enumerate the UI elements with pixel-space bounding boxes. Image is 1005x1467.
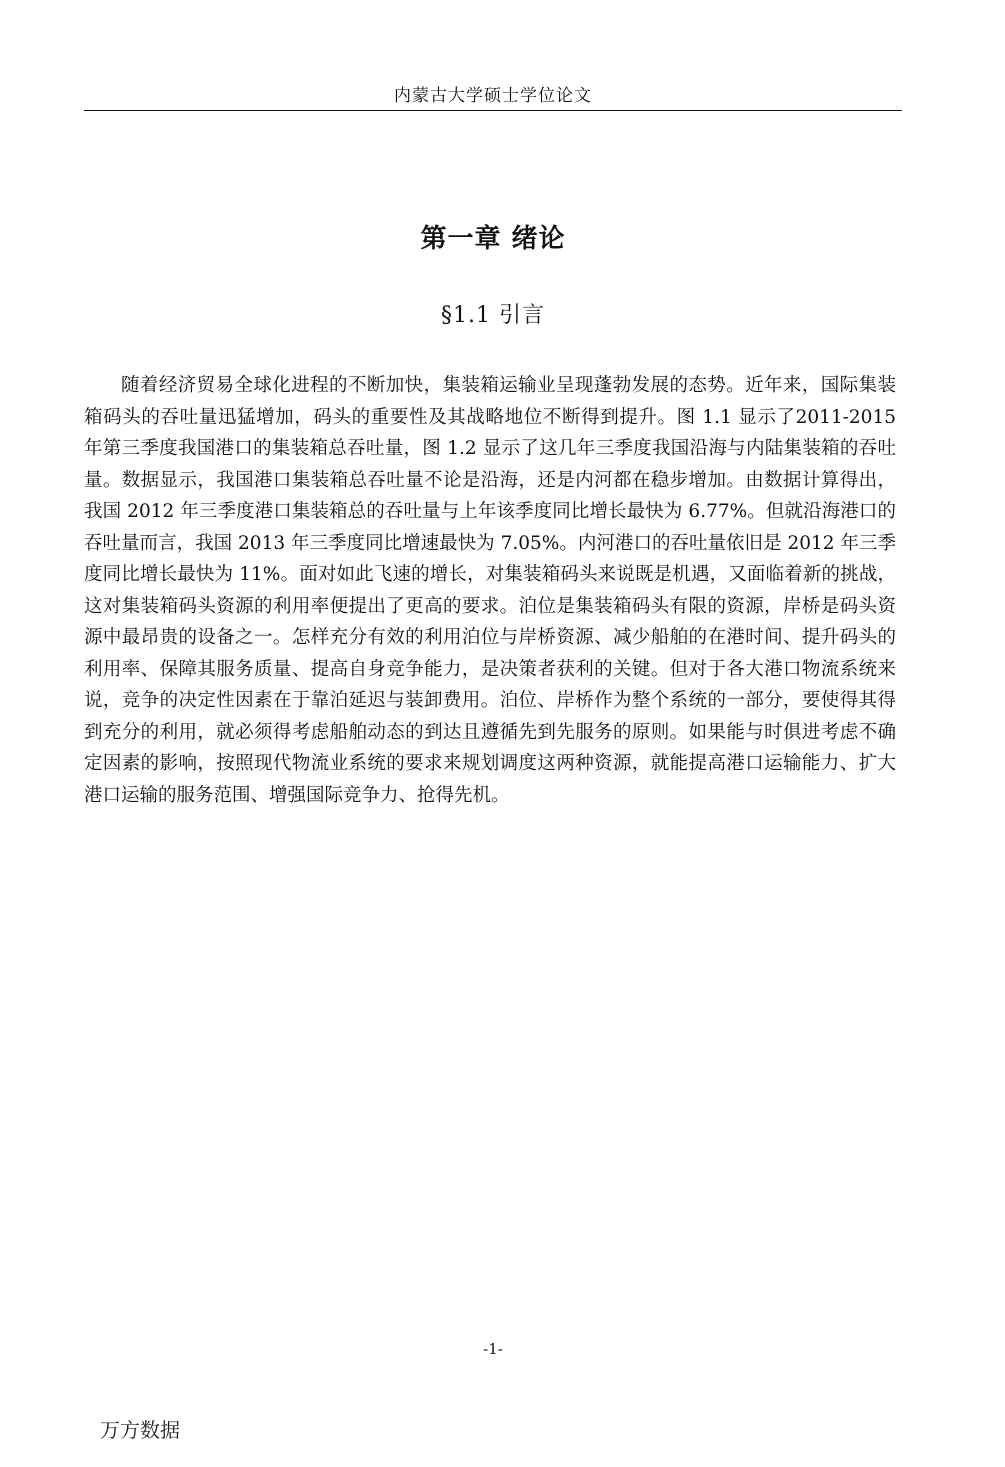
body-paragraph: 随着经济贸易全球化进程的不断加快，集装箱运输业呈现蓬勃发展的态势。近年来，国际集装箱码头的吞吐量迅猛增加，码头的重要性及其战略地位不断得到提升。图 1.1 显示了2011-2015 年第三季度我国港口的集装箱总吞吐量，图 1.2 显示了这几年三季度我国沿海与内陆集装箱的吞吐量。数据显示，我国港口集装箱总吞吐量不论是沿海，还是内河都在稳步增加。由数据计算得出，我国 2012 年三季度港口集装箱总的吞吐量与上年该季度同比增长最快为 6.77%。但就沿海港口的吞吐量而言，我国 2013 年三季度同比增速最快为 7.05%。内河港口的吞吐量依旧是 2012 年三季度同比增长最快为 11%。面对如此飞速的增长，对集装箱码头来说既是机遇，又面临着新的挑战，这对集装箱码头资源的利用率便提出了更高的要求。泊位是集装箱码头有限的资源，岸桥是码头资源中最昂贵的设备之一。怎样充分有效的利用泊位与岸桥资源、减少船舶的在港时间、提升码头的利用率、保障其服务质量、提高自身竞争能力，是决策者获利的关键。但对于各大港口物流系统来说，竞争的决定性因素在于靠泊延迟与装卸费用。泊位、岸桥作为整个系统的一部分，要使得其得到充分的利用，就必须得考虑船舶动态的到达且遵循先到先服务的原则。如果能与时俱进考虑不确定因素的影响，按照现代物流业系统的要求来规划调度这两种资源，就能提高港口运输能力、扩大港口运输的服务范围、增强国际竞争力、抢得先机。 [84,375,896,806]
watermark-text: 万方数据 [100,1418,180,1442]
header-rule [84,110,902,111]
page-number: -1- [483,1340,503,1358]
section-title: §1.1 引言 [441,303,545,328]
chapter-title: 第一章 绪论 [420,224,566,254]
running-header: 内蒙古大学硕士学位论文 [394,86,592,106]
